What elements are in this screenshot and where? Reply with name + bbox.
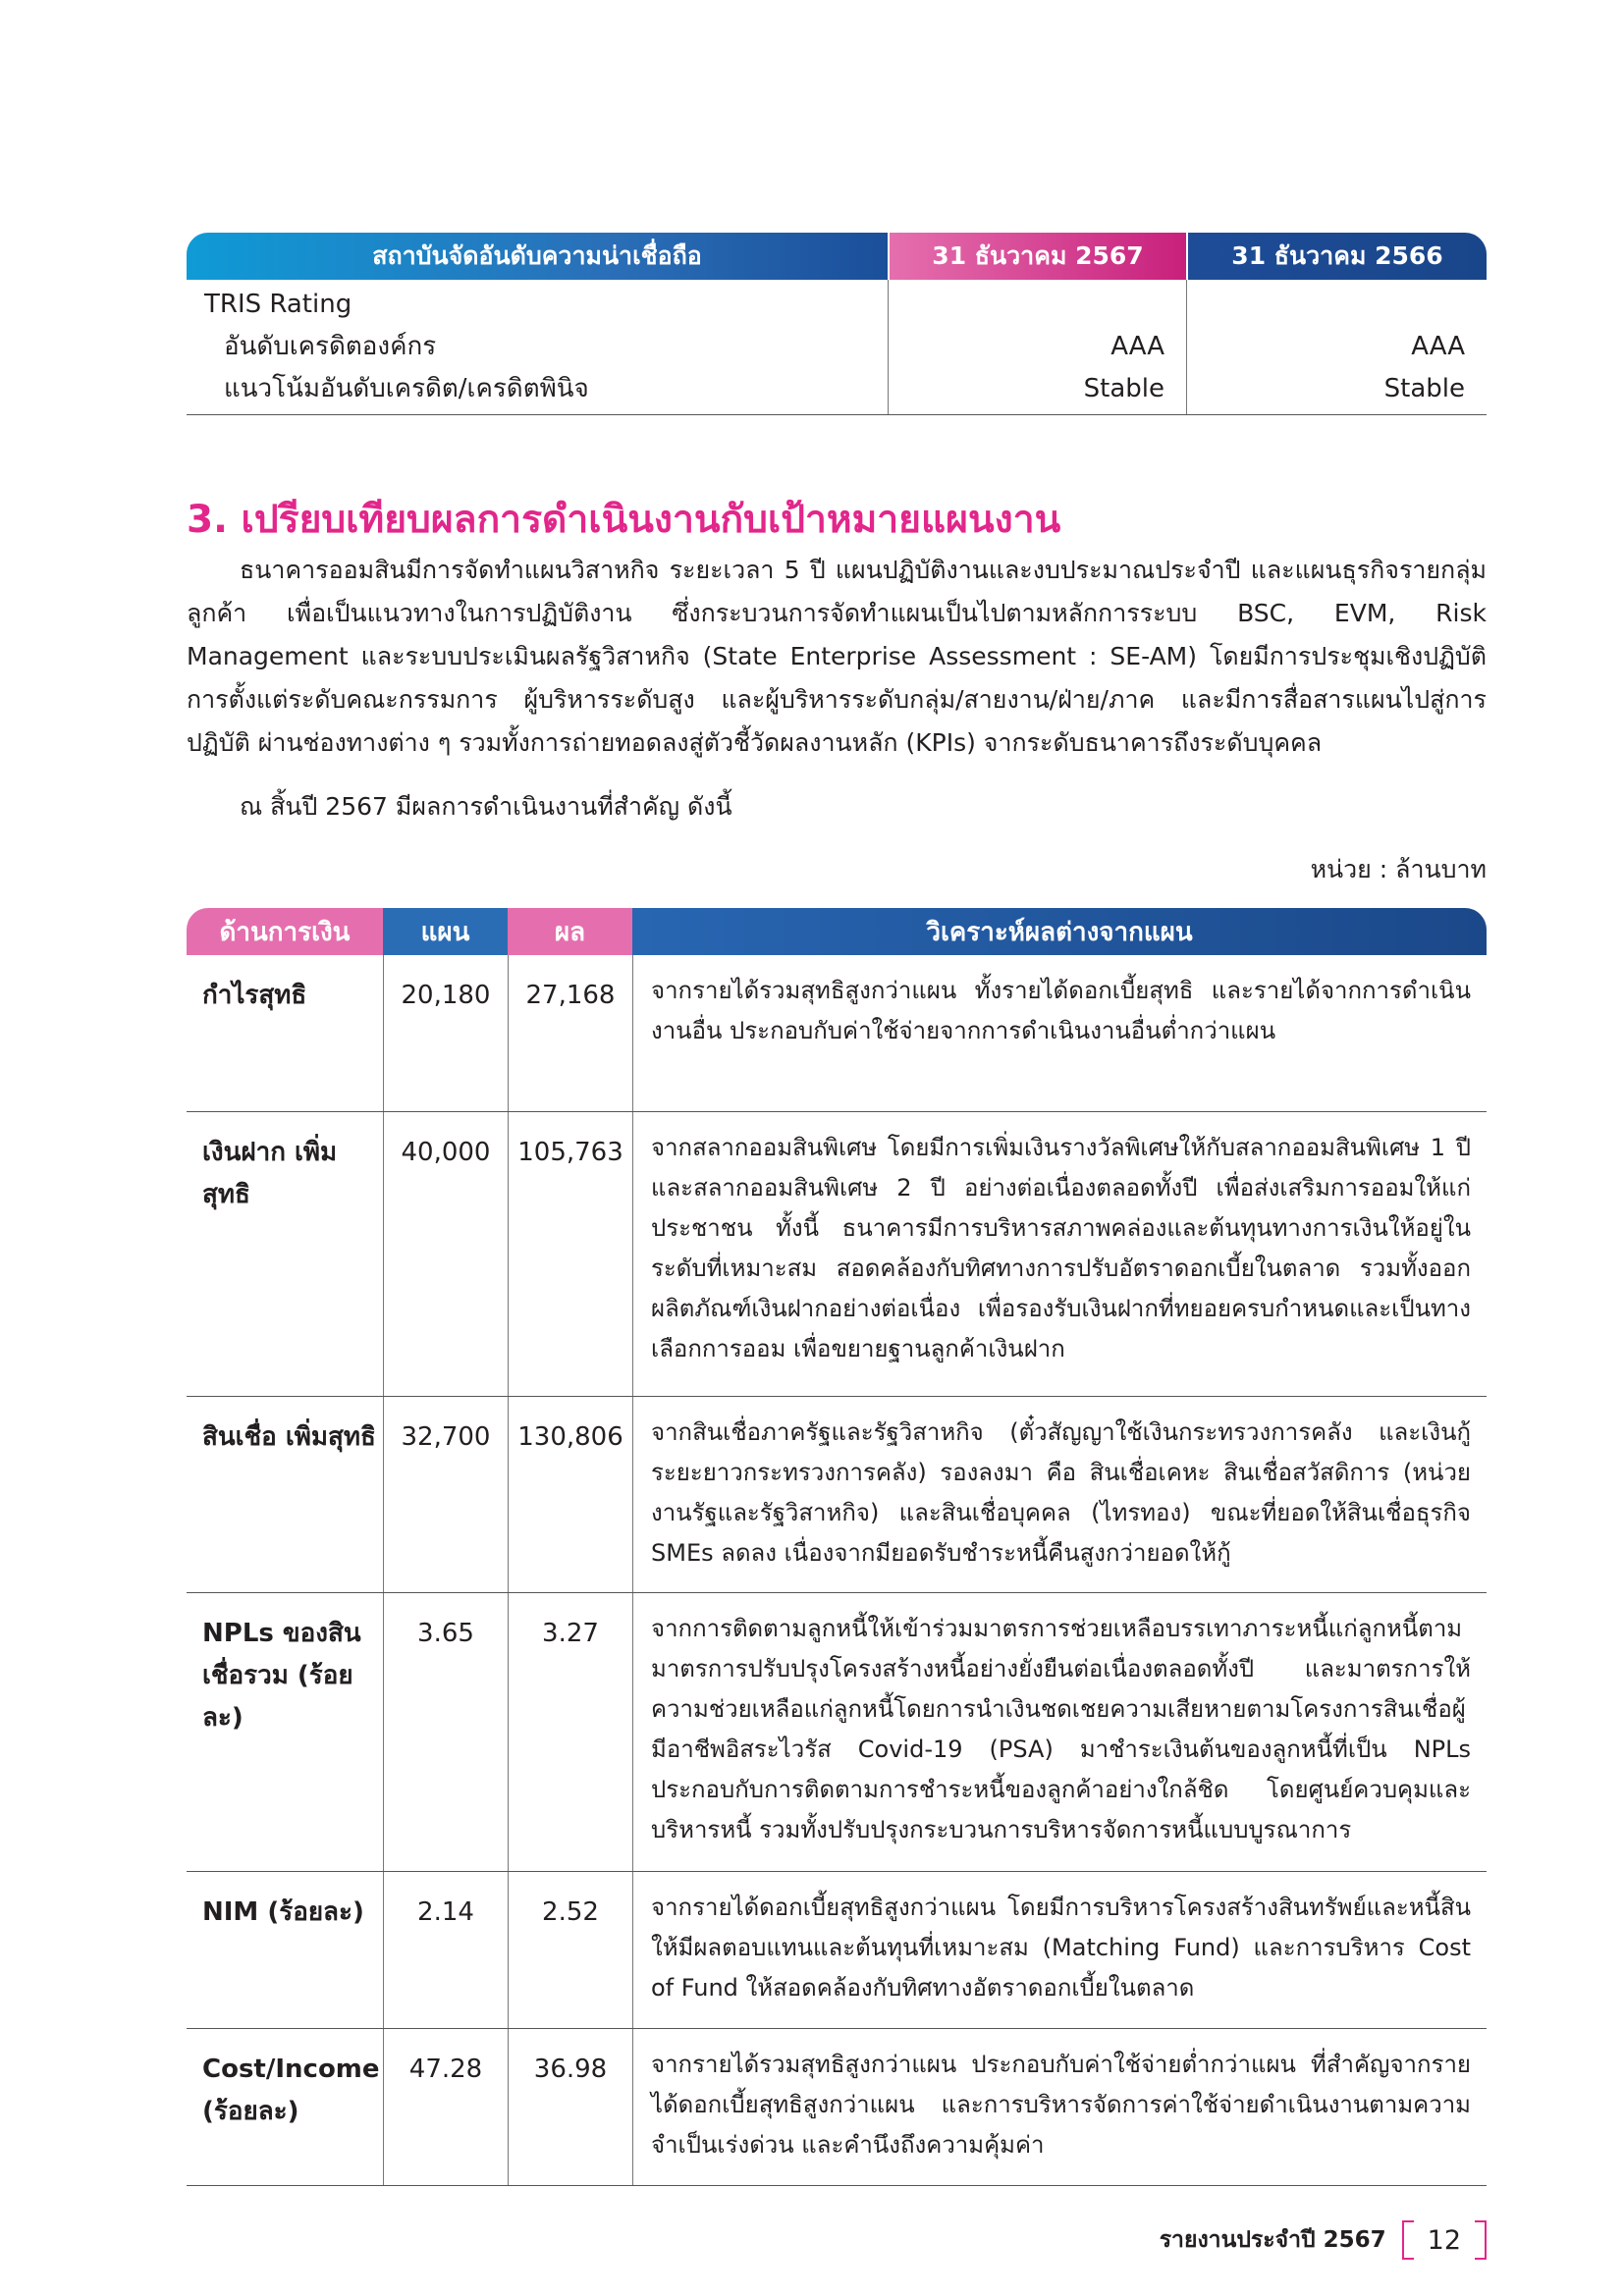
rating-table-header bbox=[187, 233, 1487, 280]
row-analysis: จากสลากออมสินพิเศษ โดยมีการเพิ่มเงินรางวัลพิเศษให้กับสลากออมสินพิเศษ 1 ปี และสลากออมสินพิเศษ 2 ปี อย่างต่อเนื่องตลอดทั้งปี เพื่อส่งเสริมการออมให้แก่ประชาชน ทั้งนี้ ธนาคารมีการบริหารสภาพคล่องและต้นทุนทางการเงินให้อยู่ในระดับที่เหมาะสม สอดคล้องกับทิศทางการปรับอัตราดอกเบี้ยในตลาด รวมทั้งออกผลิตภัณฑ์เงินฝากอย่างต่อเนื่อง เพื่อรองรับเงินฝากที่ทยอยครบกำหนดและเป็นทางเลือกการออม เพื่อขยายฐานลูกค้าเงินฝาก bbox=[632, 1112, 1487, 1396]
row-plan: 32,700 bbox=[383, 1397, 508, 1592]
rating-row-label: แนวโน้มอันดับเครดิต/เครดิตพินิจ bbox=[224, 374, 589, 403]
row-name bbox=[187, 2029, 383, 2185]
rating-value: AAA bbox=[1110, 332, 1164, 361]
rating-table-body bbox=[187, 280, 1487, 415]
table-row bbox=[187, 1872, 1487, 2029]
row-result: 2.52 bbox=[508, 1872, 632, 2028]
rating-header-2567: 31 ธันวาคม 2567 bbox=[888, 233, 1186, 280]
row-name bbox=[187, 1112, 383, 1396]
rating-label-column bbox=[187, 280, 888, 414]
section-paragraph-text: ธนาคารออมสินมีการจัดทำแผนวิสาหกิจ ระยะเวลา 5 ปี แผนปฏิบัติงานและงบประมาณประจำปี และแผนธุรกิจรายกลุ่มลูกค้า เพื่อเป็นแนวทางในการปฏิบัติงาน ซึ่งกระบวนการจัดทำแผนเป็นไปตามหลักการระบบ BSC, EVM, Risk Management และระบบประเมินผลรัฐวิสาหกิจ (State Enterprise Assessment : SE-AM) โดยมีการประชุมเชิงปฏิบัติการตั้งแต่ระดับคณะกรรมการ ผู้บริหารระดับสูง และผู้บริหารระดับกลุ่ม/สายงาน/ฝ่าย/ภาค และมีการสื่อสารแผนไปสู่การปฏิบัติ ผ่านช่องทางต่าง ๆ รวมทั้งการถ่ายทอดลงสู่ตัวชี้วัดผลงานหลัก (KPIs) จากระดับธนาคารถึงระดับบุคคล bbox=[187, 556, 1487, 757]
header-result: ผล bbox=[508, 908, 632, 955]
table-row bbox=[187, 1112, 1487, 1397]
row-name-text: สินเชื่อ เพิ่มสุทธิ bbox=[202, 1422, 376, 1452]
table-row bbox=[187, 2029, 1487, 2186]
row-plan: 20,180 bbox=[383, 955, 508, 1111]
rating-value: Stable bbox=[1383, 374, 1465, 403]
unit-label: หน่วย : ล้านบาท bbox=[1310, 855, 1487, 883]
row-name bbox=[187, 1593, 383, 1871]
rating-value: AAA bbox=[1411, 332, 1465, 361]
row-analysis: จากการติดตามลูกหนี้ให้เข้าร่วมมาตรการช่วยเหลือบรรเทาภาระหนี้แก่ลูกหนี้ตามมาตรการปรับปรุงโครงสร้างหนี้อย่างยั่งยืนต่อเนื่องตลอดทั้งปี และมาตรการให้ความช่วยเหลือแก่ลูกหนี้โดยการนำเงินชดเชยความเสียหายตามโครงการสินเชื่อผู้มีอาชีพอิสระไวรัส Covid-19 (PSA) มาชำระเงินต้นของลูกหนี้ที่เป็น NPLs ประกอบกับการติดตามการชำระหนี้ของลูกค้าอย่างใกล้ชิด โดยศูนย์ควบคุมและบริหารหนี้ รวมทั้งปรับปรุงกระบวนการบริหารจัดการหนี้แบบบูรณาการ bbox=[632, 1593, 1487, 1871]
left-bracket-icon bbox=[1402, 2220, 1414, 2260]
row-analysis: จากสินเชื่อภาครัฐและรัฐวิสาหกิจ (ตั๋วสัญญาใช้เงินกระทรวงการคลัง และเงินกู้ระยะยาวกระทรวงการคลัง) รองลงมา คือ สินเชื่อเคหะ สินเชื่อสวัสดิการ (หน่วยงานรัฐและรัฐวิสาหกิจ) และสินเชื่อบุคคล (ไทรทอง) ขณะที่ยอดให้สินเชื่อธุรกิจ SMEs ลดลง เนื่องจากมียอดรับชำระหนี้คืนสูงกว่ายอดให้กู้ bbox=[632, 1397, 1487, 1592]
table-row bbox=[187, 955, 1487, 1112]
right-bracket-icon bbox=[1475, 2220, 1487, 2260]
row-analysis: จากรายได้รวมสุทธิสูงกว่าแผน ประกอบกับค่าใช้จ่ายต่ำกว่าแผน ที่สำคัญจากรายได้ดอกเบี้ยสุทธิสูงกว่าแผน และการบริหารจัดการค่าใช้จ่ายดำเนินงานตามความจำเป็นเร่งด่วน และคำนึงถึงความคุ้มค่า bbox=[632, 2029, 1487, 2185]
row-name bbox=[187, 1397, 383, 1592]
row-name: กำไรสุทธิ bbox=[202, 981, 307, 1010]
row-name: NIM (ร้อยละ) bbox=[202, 1897, 364, 1927]
row-name-text: เงินฝาก เพิ่มสุทธิ bbox=[202, 1138, 338, 1209]
row-result: 3.27 bbox=[508, 1593, 632, 1871]
row-name-text: NPLs ของสินเชื่อรวม (ร้อยละ) bbox=[202, 1619, 361, 1733]
credit-rating-table bbox=[187, 233, 1487, 415]
row-result: 36.98 bbox=[508, 2029, 632, 2185]
header-analysis: วิเคราะห์ผลต่างจากแผน bbox=[632, 908, 1487, 955]
page-number: 12 bbox=[1427, 2224, 1461, 2256]
table-row bbox=[187, 1593, 1487, 1872]
row-result: 130,806 bbox=[508, 1397, 632, 1592]
section-paragraph bbox=[187, 549, 1487, 765]
header-financial: ด้านการเงิน bbox=[187, 908, 383, 955]
row-plan: 40,000 bbox=[383, 1112, 508, 1396]
table-row bbox=[187, 1397, 1487, 1593]
rating-header-2566: 31 ธันวาคม 2566 bbox=[1186, 233, 1487, 280]
row-result: 27,168 bbox=[508, 955, 632, 1111]
rating-2566-column bbox=[1186, 280, 1487, 414]
row-result: 105,763 bbox=[508, 1112, 632, 1396]
rating-header-agency: สถาบันจัดอันดับความน่าเชื่อถือ bbox=[187, 233, 888, 280]
rating-agency-name: TRIS Rating bbox=[204, 290, 352, 319]
row-plan: 3.65 bbox=[383, 1593, 508, 1871]
header-plan: แผน bbox=[383, 908, 508, 955]
performance-table bbox=[187, 908, 1487, 2186]
section-summary-line: ณ สิ้นปี 2567 มีผลการดำเนินงานที่สำคัญ ดังนี้ bbox=[240, 792, 732, 821]
row-plan: 47.28 bbox=[383, 2029, 508, 2185]
section-title: 3. เปรียบเทียบผลการดำเนินงานกับเป้าหมายแผนงาน bbox=[187, 498, 1061, 542]
rating-value: Stable bbox=[1083, 374, 1164, 403]
row-plan: 2.14 bbox=[383, 1872, 508, 2028]
row-analysis: จากรายได้ดอกเบี้ยสุทธิสูงกว่าแผน โดยมีการบริหารโครงสร้างสินทรัพย์และหนี้สิน ให้มีผลตอบแทนและต้นทุนที่เหมาะสม (Matching Fund) และการบริหาร Cost of Fund ให้สอดคล้องกับทิศทางอัตราดอกเบี้ยในตลาด bbox=[632, 1872, 1487, 2028]
performance-table-header bbox=[187, 908, 1487, 955]
row-name-text: Cost/Income (ร้อยละ) bbox=[202, 2055, 380, 2126]
rating-2567-column bbox=[888, 280, 1186, 414]
page-footer bbox=[1160, 2220, 1487, 2260]
report-label: รายงานประจำปี 2567 bbox=[1159, 2227, 1386, 2253]
row-analysis: จากรายได้รวมสุทธิสูงกว่าแผน ทั้งรายได้ดอกเบี้ยสุทธิ และรายได้จากการดำเนินงานอื่น ประกอบกับค่าใช้จ่ายจากการดำเนินงานอื่นต่ำกว่าแผน bbox=[632, 955, 1487, 1111]
rating-row-label: อันดับเครดิตองค์กร bbox=[224, 332, 437, 361]
